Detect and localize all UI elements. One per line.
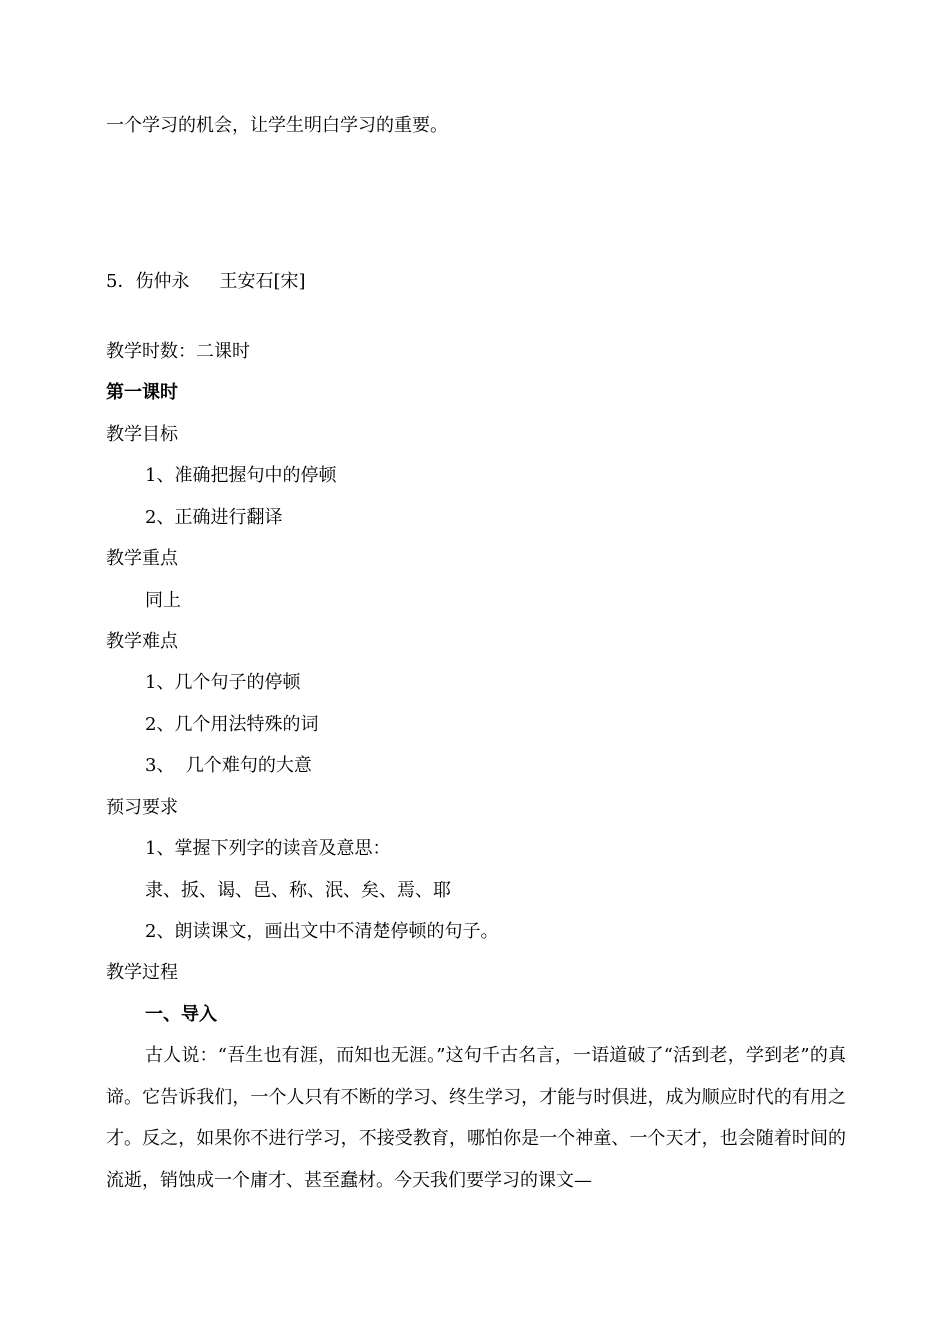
period-heading: 第一课时 <box>106 382 178 403</box>
difficulty-item: 2、几个用法特殊的词 <box>145 714 319 735</box>
goal-item: 2、正确进行翻译 <box>145 507 283 528</box>
process-heading: 教学过程 <box>106 962 178 983</box>
section-heading-intro: 一、导入 <box>145 1004 217 1025</box>
key-points-text: 同上 <box>145 590 181 611</box>
intro-tail-text: 一个学习的机会，让学生明白学习的重要。 <box>106 115 448 136</box>
teaching-hours: 教学时数：二课时 <box>106 341 250 362</box>
preview-heading: 预习要求 <box>106 797 178 818</box>
lesson-author: 王安石[宋] <box>219 271 306 292</box>
difficulty-item: 3、 几个难句的大意 <box>145 755 312 776</box>
goals-heading: 教学目标 <box>106 424 178 445</box>
preview-item-2: 2、朗读课文，画出文中不清楚停顿的句子。 <box>145 921 499 942</box>
lesson-title <box>106 270 306 294</box>
difficulties-heading: 教学难点 <box>106 631 178 652</box>
lesson-number-title: 5．伤仲永 <box>106 271 190 292</box>
goal-item: 1、准确把握句中的停顿 <box>145 465 337 486</box>
intro-paragraph: 古人说：“吾生也有涯，而知也无涯。”这句千古名言，一语道破了“活到老，学到老”的真谛。它告诉我们，一个人只有不断的学习、终生学习，才能与时俱进，成为顺应时代的有用之才。反之，如果你不进行学习，不接受教育，哪怕你是一个神童、一个天才，也会随着时间的流逝，销蚀成一个庸才、甚至蠢材。今天我们要学习的课文— <box>106 1045 846 1191</box>
key-points-heading: 教学重点 <box>106 548 178 569</box>
preview-characters: 隶、扳、谒、邑、称、泯、矣、焉、耶 <box>145 880 451 901</box>
difficulty-item: 1、几个句子的停顿 <box>145 672 301 693</box>
preview-item-1: 1、掌握下列字的读音及意思： <box>145 838 391 859</box>
